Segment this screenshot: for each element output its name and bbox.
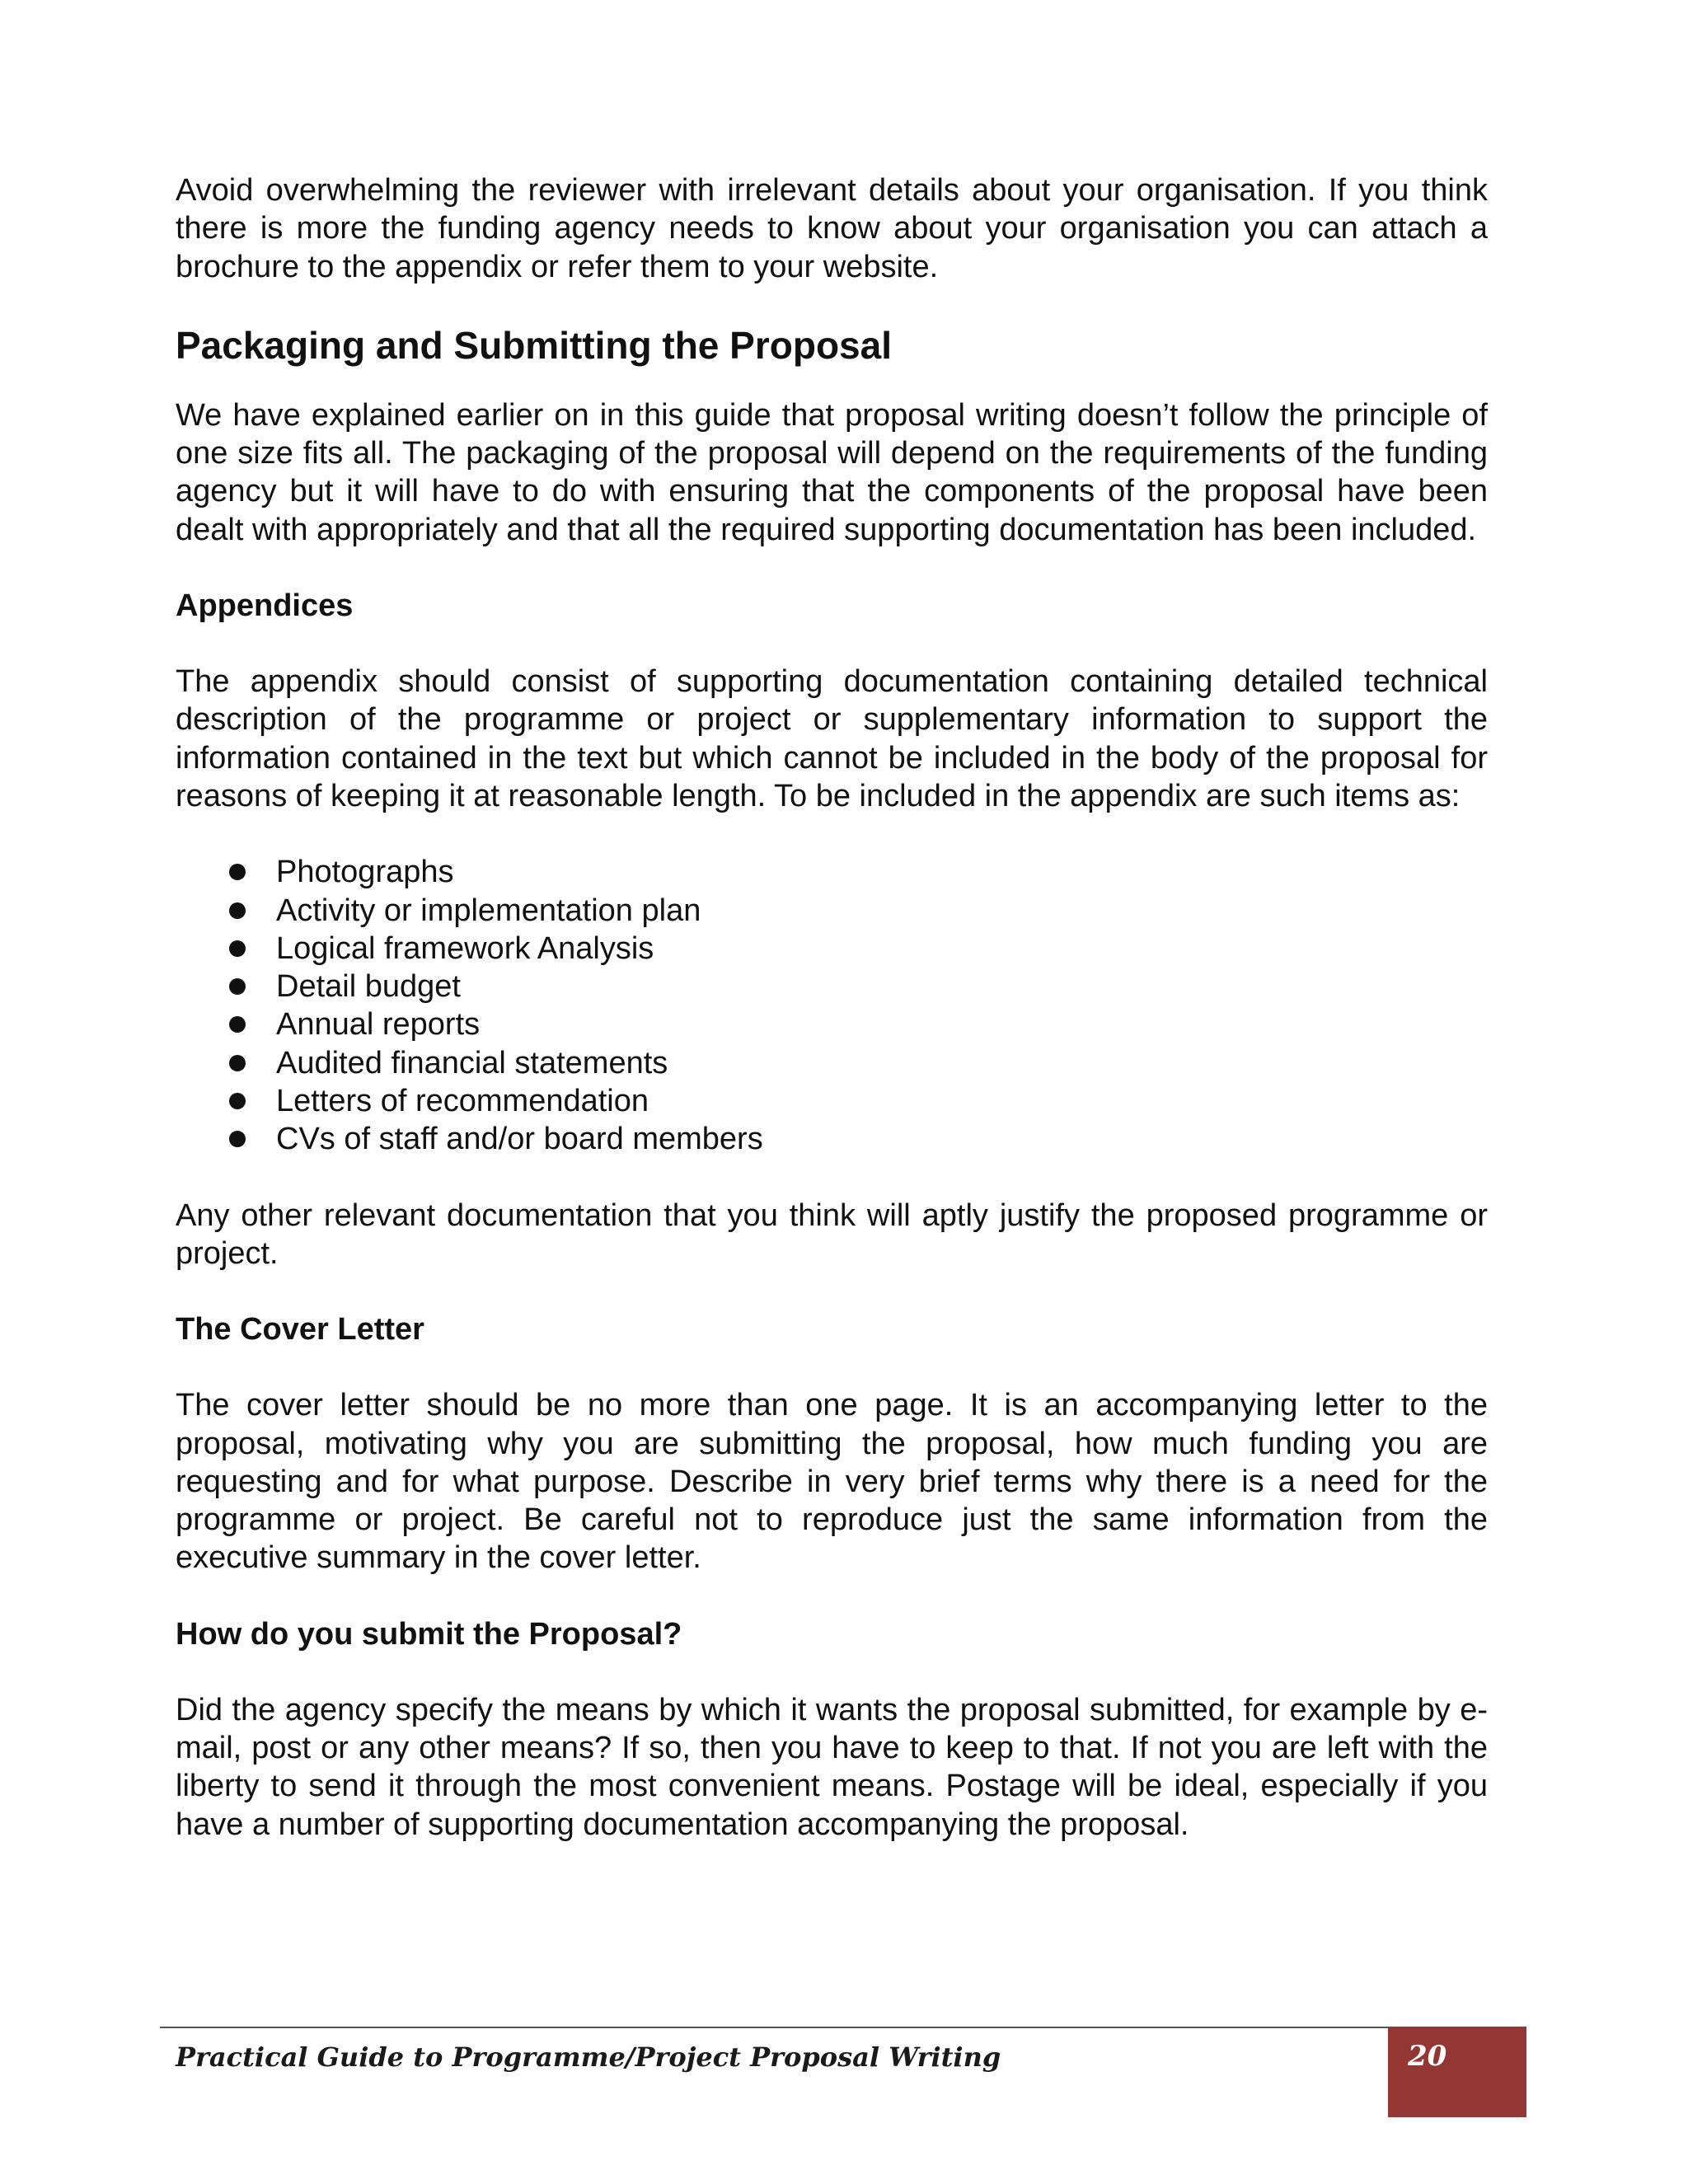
list-item: [176, 1082, 1488, 1120]
submit-paragraph: Did the agency specify the means by which it wants the proposal submitted, for example by e-mail, post or any other means? If so, then you have to keep to that. If not you are left with the liberty to send it through the most convenient means. Postage will be ideal, especially if you have a number of supporting documentation accompanying the proposal.: [176, 1692, 1488, 1842]
list-item: [176, 1044, 1488, 1082]
page-number-box: [1388, 2027, 1526, 2117]
appendices-paragraph: The appendix should consist of supporting documentation containing detailed technical description of the programme or project or supplementary information to support the information contained in the text but which cannot be included in the body of the proposal for reasons of keeping it at reasonable length. To be included in the appendix are such items as:: [176, 664, 1488, 813]
bullet-icon: [229, 978, 246, 995]
list-item: [176, 892, 1488, 930]
bullet-icon: [229, 864, 246, 880]
subheading-submit: How do you submit the Proposal?: [176, 1616, 682, 1652]
other-docs-paragraph: Any other relevant documentation that you think will aptly justify the proposed programme or project.: [176, 1197, 1488, 1271]
list-item: [176, 930, 1488, 968]
subheading-cover-letter: The Cover Letter: [176, 1312, 424, 1347]
page-number: 20: [1408, 2040, 1447, 2073]
bullet-icon: [229, 902, 246, 919]
list-item: [176, 1005, 1488, 1043]
subheading-appendices: Appendices: [176, 588, 354, 624]
list-item: [176, 853, 1488, 891]
list-item-label: Audited financial statements: [276, 1045, 668, 1080]
list-item-label: Photographs: [276, 855, 454, 890]
bullet-icon: [229, 1016, 246, 1033]
footer-title: Practical Guide to Programme/Project Proposal Writing: [176, 2041, 1001, 2073]
list-item-label: Annual reports: [276, 1007, 481, 1043]
appendix-items-list: [176, 853, 1488, 1158]
bullet-icon: [229, 940, 246, 957]
packaging-paragraph: We have explained earlier on in this guide that proposal writing doesn’t follow the principle of one size fits all. The packaging of the proposal will depend on the requirements of the funding agency but it will have to do with ensuring that the components of the proposal have been dealt with appropriately and that all the required supporting documentation has been included.: [176, 397, 1488, 547]
list-item: [176, 1120, 1488, 1158]
page-content: [176, 171, 1488, 1844]
bullet-icon: [229, 1093, 246, 1109]
list-item-label: CVs of staff and/or board members: [276, 1122, 763, 1157]
list-item-label: Detail budget: [276, 969, 461, 1005]
list-item-label: Letters of recommendation: [276, 1084, 649, 1119]
footer-divider: [160, 2027, 1388, 2028]
bullet-icon: [229, 1055, 246, 1071]
bullet-icon: [229, 1131, 246, 1147]
list-item-label: Logical framework Analysis: [276, 930, 654, 966]
list-item: [176, 968, 1488, 1005]
intro-paragraph: Avoid overwhelming the reviewer with irrelevant details about your organisation. If you think there is more the funding agency needs to know about your organisation you can attach a brochure to the appendix or refer them to your website.: [176, 173, 1488, 284]
cover-letter-paragraph: The cover letter should be no more than one page. It is an accompanying letter to the proposal, motivating why you are submitting the proposal, how much funding you are requesting and for what purpose. Describe in very brief terms why there is a need for the programme or project. Be careful not to reproduce just the same information from the executive summary in the cover letter.: [176, 1388, 1488, 1576]
list-item-label: Activity or implementation plan: [276, 893, 701, 928]
section-heading-packaging: Packaging and Submitting the Proposal: [176, 323, 892, 367]
